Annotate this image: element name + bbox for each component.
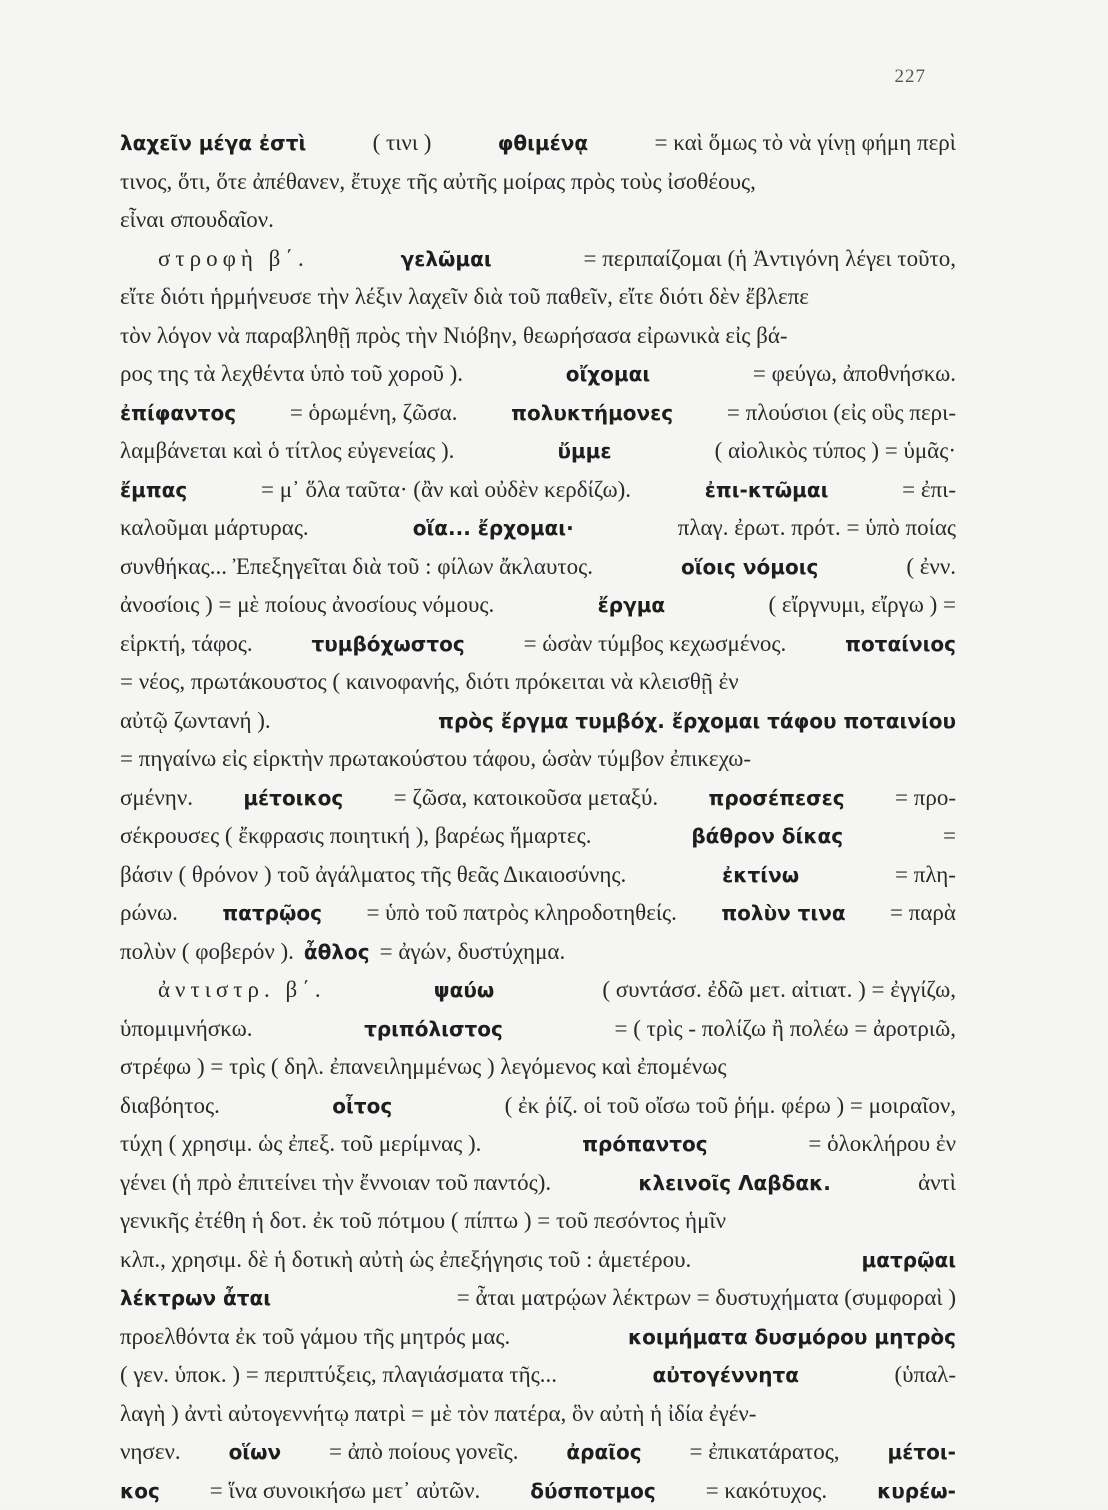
- commentary-text: [120, 124, 956, 1510]
- gloss-text: ( συντάσσ. ἐδῶ μετ. αἰτιατ. ) = ἐγγίζω,: [602, 971, 956, 1010]
- lemma: τριπόλιστος: [364, 1010, 503, 1049]
- lemma: ἆθλος: [304, 933, 370, 972]
- gloss-text: προελθόντα ἐκ τοῦ γάμου τῆς μητρός μας.: [120, 1318, 510, 1357]
- gloss-text: λαγὴ ) ἀντὶ αὐτογεννήτῳ πατρὶ = μὲ τὸν πατέρα, ὃν αὐτὴ ἡ ἰδία ἐγέν-: [120, 1395, 756, 1434]
- gloss-text: = ζῶσα, κατοικοῦσα μεταξύ.: [394, 779, 659, 818]
- gloss-text: νησεν.: [120, 1433, 181, 1472]
- lemma: λαχεῖν μέγα ἐστὶ: [120, 124, 306, 163]
- gloss-text: πολὺν ( φοβερόν ).: [120, 933, 294, 972]
- lemma: προσέπεσες: [709, 779, 845, 818]
- gloss-text: = ὁλοκλήρου ἐν: [808, 1125, 956, 1164]
- lemma: φθιμένᾳ: [498, 124, 588, 163]
- gloss-text: ( ἐνν.: [906, 548, 956, 587]
- text-line: [120, 1087, 956, 1126]
- gloss-text: τύχη ( χρησιμ. ὡς ἐπεξ. τοῦ μερίμνας ).: [120, 1125, 481, 1164]
- text-line: [120, 394, 956, 433]
- lemma: οἴχομαι: [566, 355, 650, 394]
- text-line: [120, 548, 956, 587]
- gloss-text: = κακότυχος.: [706, 1472, 827, 1510]
- lemma: ἔμπας: [120, 471, 187, 510]
- text-line: [120, 471, 956, 510]
- text-line: [120, 1202, 956, 1241]
- text-line: [120, 933, 956, 972]
- text-line: [120, 432, 956, 471]
- text-line: [120, 1318, 956, 1357]
- lemma: οἶτος: [332, 1087, 392, 1126]
- gloss-text: καλοῦμαι μάρτυρας.: [120, 509, 309, 548]
- gloss-text: ἀνοσίοις ) = μὲ ποίους ἀνοσίους νόμους.: [120, 586, 494, 625]
- text-line: [120, 201, 956, 240]
- gloss-text: = ( τρὶς - πολίζω ἢ πολέω = ἀροτριῶ,: [615, 1010, 956, 1049]
- gloss-text: εἶναι σπουδαῖον.: [120, 201, 274, 240]
- lemma: ψαύω: [434, 971, 495, 1010]
- gloss-text: = πλη-: [895, 856, 956, 895]
- gloss-text: =: [943, 817, 956, 856]
- gloss-text: = ὡσὰν τύμβος κεχωσμένος.: [524, 625, 787, 664]
- lemma: ματρῷαι: [862, 1241, 956, 1280]
- gloss-text: = μ᾽ ὅλα ταῦτα· (ἂν καὶ οὐδὲν κερδίζω).: [261, 471, 631, 510]
- text-line: [120, 355, 956, 394]
- text-line: [120, 702, 956, 741]
- lemma: κοιμήματα δυσμόρου μητρὸς: [628, 1318, 956, 1357]
- gloss-text: σέκρουσες ( ἔκφρασις ποιητική ), βαρέως ἥμαρτες.: [120, 817, 591, 856]
- text-line: [120, 1472, 956, 1510]
- gloss-text: σμένην.: [120, 779, 193, 818]
- gloss-text: στρέφω ) = τρὶς ( δηλ. ἐπανειλημμένως ) λεγόμενος καὶ ἐπομένως: [120, 1048, 726, 1087]
- lemma: πρόπαντος: [582, 1125, 707, 1164]
- gloss-text: = πηγαίνω εἰς εἱρκτὴν πρωτακούστου τάφου, ὡσὰν τύμβον ἐπικεχω-: [120, 740, 751, 779]
- gloss-text: τὸν λόγον νὰ παραβληθῇ πρὸς τὴν Νιόβην, θεωρήσασα εἰρωνικὰ εἰς βά-: [120, 317, 788, 356]
- gloss-text: ὑπομιμνήσκω.: [120, 1010, 252, 1049]
- text-line: [120, 1164, 956, 1203]
- gloss-text: διαβόητος.: [120, 1087, 220, 1126]
- lemma: ἐπι-κτῶμαι: [705, 471, 829, 510]
- gloss-text: = πλούσιοι (εἰς οὓς περι-: [727, 394, 956, 433]
- lemma: ἐπίφαντος: [120, 394, 236, 433]
- gloss-text: ( τινι ): [373, 124, 432, 163]
- gloss-text: βάσιν ( θρόνον ) τοῦ ἀγάλματος τῆς θεᾶς Δικαιοσύνης.: [120, 856, 626, 895]
- gloss-text: = προ-: [895, 779, 956, 818]
- text-line: [120, 240, 956, 279]
- text-line: [120, 779, 956, 818]
- gloss-text: εἴτε διότι ἡρμήνευσε τὴν λέξιν λαχεῖν διὰ τοῦ παθεῖν, εἴτε διότι δὲν ἔβλεπε: [120, 278, 809, 317]
- lemma: λέκτρων ἆται: [120, 1279, 271, 1318]
- gloss-text: γένει (ἡ πρὸ ἐπιτείνει τὴν ἔννοιαν τοῦ παντός).: [120, 1164, 551, 1203]
- gloss-text: = ὑπὸ τοῦ πατρὸς κληροδοτηθείς.: [366, 894, 676, 933]
- text-line: [120, 740, 956, 779]
- lemma: κλεινοῖς Λαβδακ.: [638, 1164, 831, 1203]
- gloss-text: αὐτῷ ζωντανή ).: [120, 702, 271, 741]
- gloss-text: πλαγ. ἐρωτ. πρότ. = ὑπὸ ποίας: [678, 509, 956, 548]
- lemma: ἔργμα: [598, 586, 666, 625]
- gloss-text: ( ἐκ ῥίζ. οἱ τοῦ οἴσω τοῦ ῥήμ. φέρω ) = μοιραῖον,: [505, 1087, 956, 1126]
- text-line: [120, 1010, 956, 1049]
- lemma: πολὺν τινα: [721, 894, 845, 933]
- gloss-text: = καὶ ὅμως τὸ νὰ γίνῃ φήμη περὶ: [654, 124, 956, 163]
- text-line: [120, 625, 956, 664]
- text-line: [120, 894, 956, 933]
- gloss-text: = ἵνα συνοικήσω μετ᾽ αὐτῶν.: [210, 1472, 481, 1510]
- text-line: [120, 163, 956, 202]
- lemma: μέτοι-: [887, 1433, 955, 1472]
- text-line: [120, 1048, 956, 1087]
- text-line: [120, 1356, 956, 1395]
- lemma: κυρέω-: [877, 1472, 956, 1510]
- lemma: μέτοικος: [243, 779, 343, 818]
- gloss-text: = παρὰ: [890, 894, 956, 933]
- gloss-text: γενικῆς ἐτέθη ἡ δοτ. ἐκ τοῦ πότμου ( πίπτω ) = τοῦ πεσόντος ἡμῖν: [120, 1202, 726, 1241]
- text-line: [120, 509, 956, 548]
- text-line: [120, 317, 956, 356]
- gloss-text: = ἆται ματρῴων λέκτρων = δυστυχήματα (συμφοραὶ ): [457, 1279, 956, 1318]
- lemma: βάθρον δίκας: [691, 817, 843, 856]
- lemma: κος: [120, 1472, 160, 1510]
- text-line: [120, 1433, 956, 1472]
- lemma: ἀραῖος: [566, 1433, 641, 1472]
- gloss-text: = νέος, πρωτάκουστος ( καινοφανής, διότι πρόκειται νὰ κλεισθῇ ἐν: [120, 663, 739, 702]
- text-line: [120, 1241, 956, 1280]
- gloss-text: ἀντιστρ. β΄.: [158, 971, 326, 1010]
- gloss-text: τινος, ὅτι, ὅτε ἀπέθανεν, ἔτυχε τῆς αὐτῆς μοίρας πρὸς τοὺς ἰσοθέους,: [120, 163, 756, 202]
- gloss-text: ( γεν. ὑποκ. ) = περιπτύξεις, πλαγιάσματα τῆς...: [120, 1356, 557, 1395]
- gloss-text: ( αἰολικὸς τύπος ) = ὑμᾶς·: [715, 432, 956, 471]
- text-line: [120, 856, 956, 895]
- gloss-text: ρος της τὰ λεχθέντα ὑπὸ τοῦ χοροῦ ).: [120, 355, 463, 394]
- text-line: [120, 586, 956, 625]
- lemma: πατρῷος: [222, 894, 322, 933]
- gloss-text: = φεύγω, ἀποθνήσκω.: [753, 355, 956, 394]
- lemma: οἵων: [229, 1433, 282, 1472]
- gloss-text: εἱρκτή, τάφος.: [120, 625, 253, 664]
- text-line: [120, 1279, 956, 1318]
- gloss-text: = ἀγών, δυστύχημα.: [380, 933, 566, 972]
- text-line: [120, 124, 956, 163]
- lemma: τυμβόχωστος: [311, 625, 464, 664]
- lemma: ποταίνιος: [845, 625, 956, 664]
- page-number: 227: [895, 66, 927, 88]
- lemma: οἵοις νόμοις: [681, 548, 818, 587]
- lemma: δύσποτμος: [530, 1472, 655, 1510]
- lemma: πρὸς ἔργμα τυμβόχ. ἔρχομαι τάφου ποταινίου: [438, 702, 956, 741]
- text-line: [120, 1395, 956, 1434]
- gloss-text: = ὁρωμένη, ζῶσα.: [290, 394, 458, 433]
- lemma: οἵα... ἔρχομαι·: [413, 509, 574, 548]
- gloss-text: ( εἴργνυμι, εἴργω ) =: [769, 586, 956, 625]
- text-line: [120, 1125, 956, 1164]
- gloss-text: στροφὴ β΄.: [158, 240, 309, 279]
- text-line: [120, 278, 956, 317]
- gloss-text: = ἐπικατάρατος,: [690, 1433, 840, 1472]
- gloss-text: = περιπαίζομαι (ἡ Ἀντιγόνη λέγει τοῦτο,: [583, 240, 956, 279]
- gloss-text: = ἐπι-: [902, 471, 956, 510]
- lemma: γελῶμαι: [401, 240, 492, 279]
- gloss-text: = ἀπὸ ποίους γονεῖς.: [329, 1433, 518, 1472]
- lemma: πολυκτήμονες: [511, 394, 673, 433]
- gloss-text: λαμβάνεται καὶ ὁ τίτλος εὐγενείας ).: [120, 432, 454, 471]
- gloss-text: (ὑπαλ-: [894, 1356, 956, 1395]
- gloss-text: ἀντὶ: [918, 1164, 956, 1203]
- text-line: [120, 817, 956, 856]
- gloss-text: κλπ., χρησιμ. δὲ ἡ δοτικὴ αὐτὴ ὡς ἐπεξήγησις τοῦ : ἁμετέρου.: [120, 1241, 691, 1280]
- text-line: [120, 663, 956, 702]
- lemma: ἐκτίνω: [722, 856, 799, 895]
- lemma: αὐτογέννητα: [652, 1356, 799, 1395]
- gloss-text: ρώνω.: [120, 894, 178, 933]
- lemma: ὔμμε: [557, 432, 611, 471]
- text-line: [120, 971, 956, 1010]
- gloss-text: συνθήκας... Ἐπεξηγεῖται διὰ τοῦ : φίλων ἄκλαυτος.: [120, 548, 593, 587]
